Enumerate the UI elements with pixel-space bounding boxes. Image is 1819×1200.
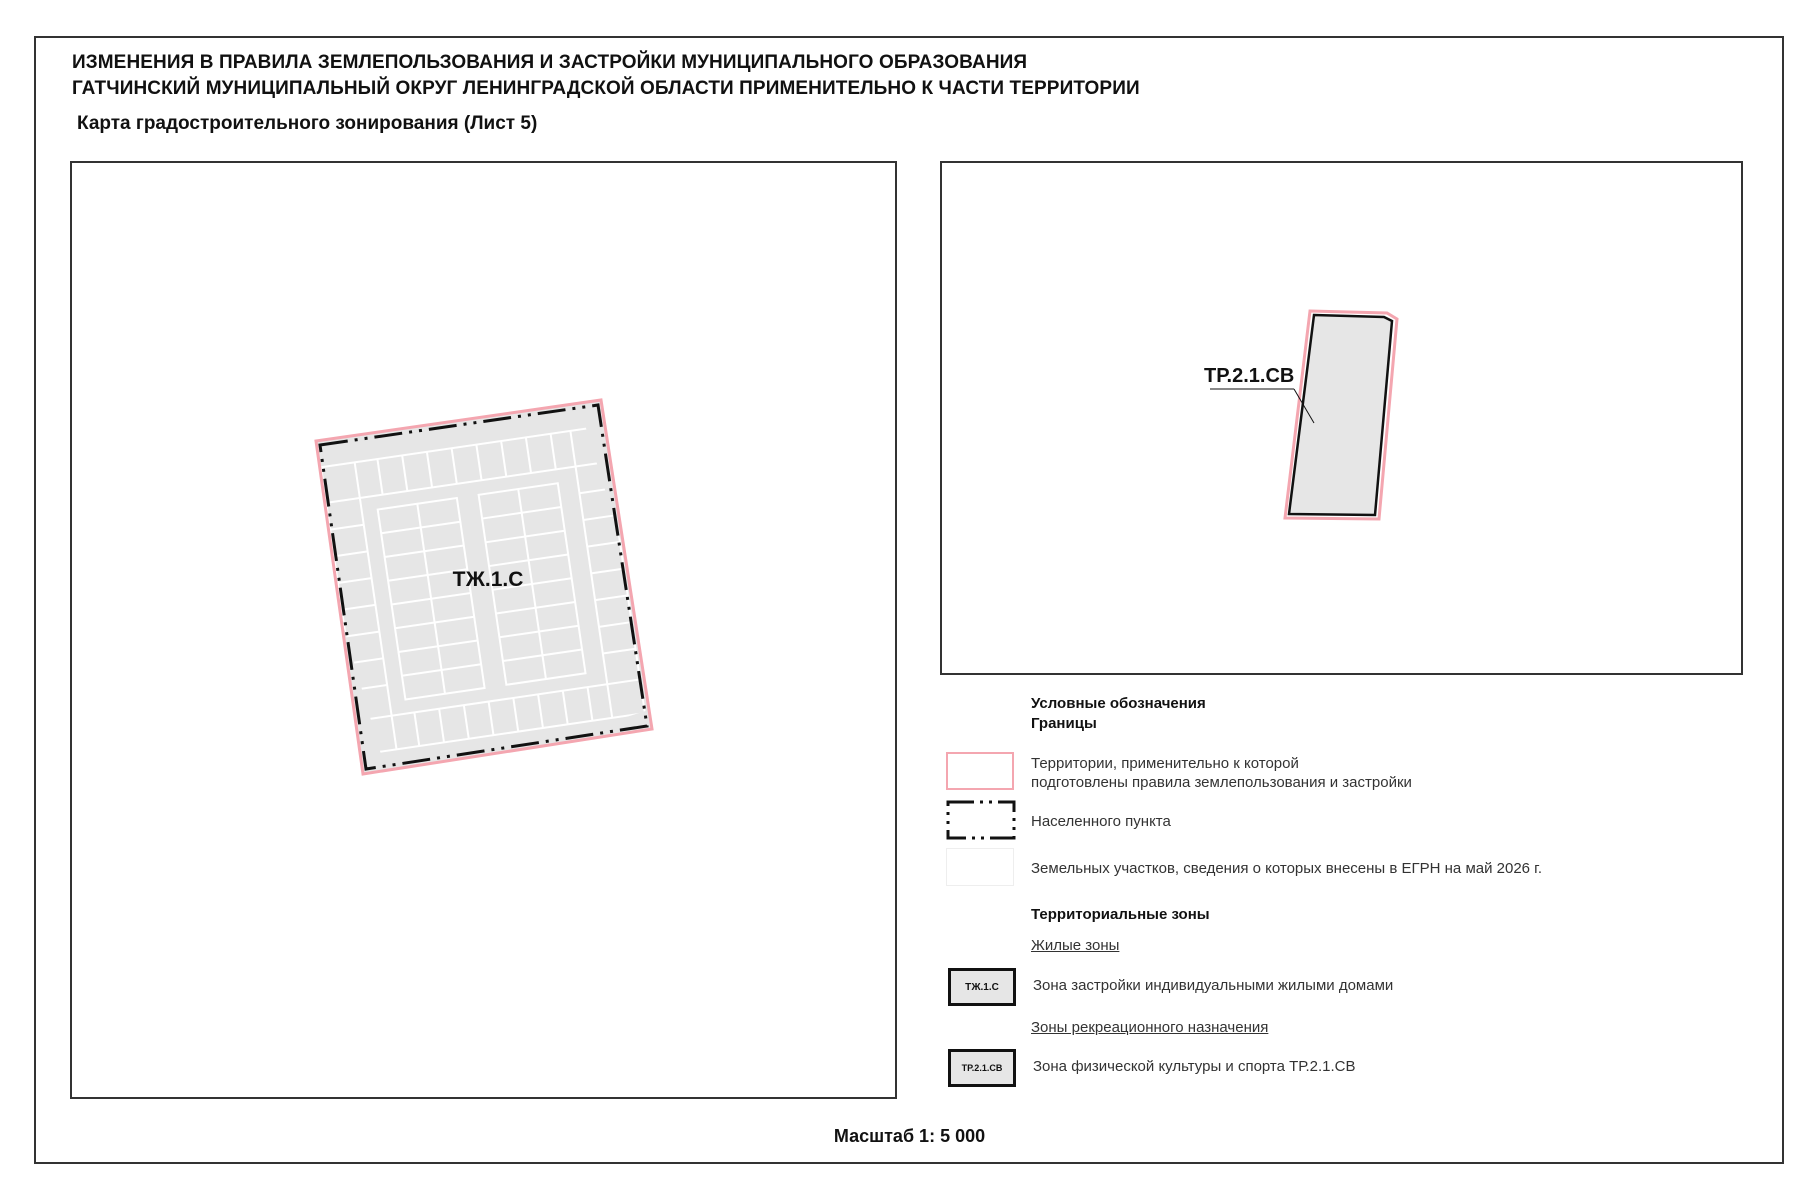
legend-heading — [1031, 694, 1206, 734]
legend-boundaries-heading: Границы — [1031, 715, 1097, 732]
title-line-1: ИЗМЕНЕНИЯ В ПРАВИЛА ЗЕМЛЕПОЛЬЗОВАНИЯ И ЗАСТРОЙКИ МУНИЦИПАЛЬНОГО ОБРАЗОВАНИЯ — [72, 52, 1028, 73]
legend-settlement-text: Населенного пункта — [1031, 813, 1171, 830]
legend-parcels-swatch — [946, 848, 1014, 886]
map-scale: Масштаб 1: 5 000 — [833, 1126, 986, 1146]
zone-label-tr-2-1-sv: ТР.2.1.СВ — [1204, 365, 1295, 387]
legend-residential-heading: Жилые зоны — [1031, 937, 1120, 954]
legend-territory-swatch — [946, 752, 1014, 790]
map-right-canvas — [942, 163, 1745, 677]
zone-label-tzh-1-s: ТЖ.1.С — [452, 568, 524, 591]
legend-residential-swatch: ТЖ.1.С — [948, 968, 1016, 1006]
map-left — [70, 161, 897, 1099]
map-right — [940, 161, 1743, 675]
legend-territory-line-2: подготовлены правила землепользования и застройки — [1031, 774, 1412, 791]
legend-territory-line-1: Территории, применительно к которой — [1031, 755, 1299, 772]
document-title — [72, 50, 1140, 102]
sheet-subtitle: Карта градостроительного зонирования (Лист 5) — [77, 113, 538, 134]
legend-residential-text: Зона застройки индивидуальными жилыми домами — [1033, 977, 1394, 994]
legend-recreation-text: Зона физической культуры и спорта ТР.2.1.СВ — [1033, 1058, 1356, 1075]
legend-settlement-swatch — [946, 800, 1016, 840]
title-line-2: ГАТЧИНСКИЙ МУНИЦИПАЛЬНЫЙ ОКРУГ ЛЕНИНГРАДСКОЙ ОБЛАСТИ ПРИМЕНИТЕЛЬНО К ЧАСТИ ТЕРРИТОРИИ — [72, 78, 1140, 99]
legend-title: Условные обозначения — [1031, 695, 1206, 712]
legend-parcels-text: Земельных участков, сведения о которых внесены в ЕГРН на май 2026 г. — [1031, 860, 1542, 877]
map-left-canvas — [72, 163, 899, 1101]
legend-zones-heading: Территориальные зоны — [1031, 906, 1210, 923]
legend-territory-text — [1031, 754, 1412, 792]
legend-recreation-heading: Зоны рекреационного назначения — [1031, 1019, 1269, 1036]
legend-recreation-swatch: ТР.2.1.СВ — [948, 1049, 1016, 1087]
